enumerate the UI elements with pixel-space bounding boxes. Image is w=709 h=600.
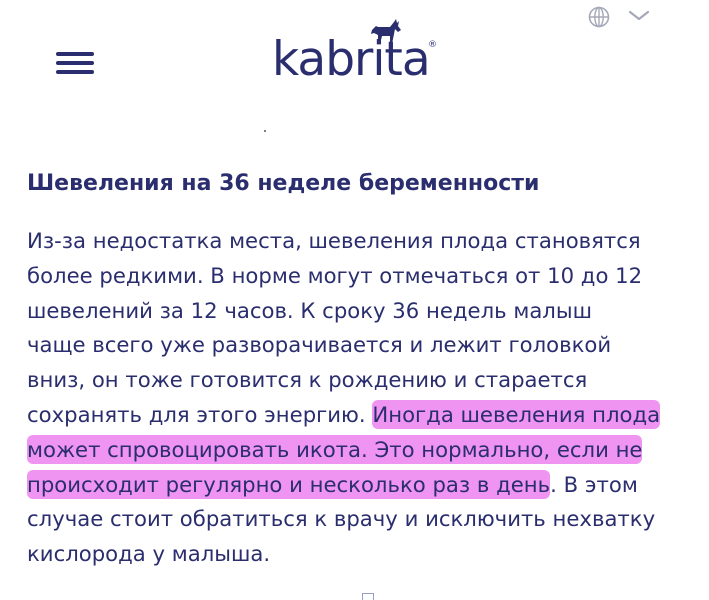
article-title: Шевеления на 36 неделе беременности xyxy=(27,171,540,196)
chevron-down-icon[interactable] xyxy=(628,10,650,22)
article-line: Из-за недостатка места, шевеления плода становятся xyxy=(27,228,641,253)
hamburger-menu-icon-bar xyxy=(56,70,94,74)
highlighted-text: происходит регулярно и несколько раз в день xyxy=(27,471,551,497)
site-header xyxy=(0,0,709,110)
article xyxy=(27,162,697,567)
article-text: . В этом xyxy=(550,471,638,497)
article-line: случае стоит обратиться к врачу и исключить нехватку xyxy=(27,506,656,532)
highlighted-text: Иногда шевеления плода xyxy=(372,401,661,427)
article-line xyxy=(27,433,697,468)
kabrita-logo[interactable] xyxy=(272,18,442,87)
scroll-hint-icon xyxy=(362,593,374,600)
article-body xyxy=(27,224,697,572)
article-line: шевелений за 12 часов. К сроку 36 недель малыш xyxy=(27,297,592,323)
highlighted-text: может спровоцировать икота. Это нормально, если не xyxy=(27,436,643,462)
article-line: чаще всего уже разворачивается и лежит головкой xyxy=(27,332,612,358)
article-line xyxy=(27,468,697,503)
article-line: более редкими. В норме могут отмечаться от 10 до 12 xyxy=(27,262,643,288)
article-line: вниз, он тоже готовится к рождению и старается xyxy=(27,367,588,393)
decorative-dot xyxy=(264,130,266,132)
logo-text: kabrita xyxy=(272,32,430,87)
article-line: кислорода у малыша. xyxy=(27,541,271,567)
globe-icon[interactable] xyxy=(588,6,610,28)
article-text: сохранять для этого энергию. xyxy=(27,401,366,427)
hamburger-menu-icon-bar xyxy=(56,61,94,65)
hamburger-menu-icon xyxy=(56,52,94,56)
article-line xyxy=(27,398,697,433)
menu-button[interactable] xyxy=(56,52,94,76)
registered-mark: ® xyxy=(428,40,437,50)
